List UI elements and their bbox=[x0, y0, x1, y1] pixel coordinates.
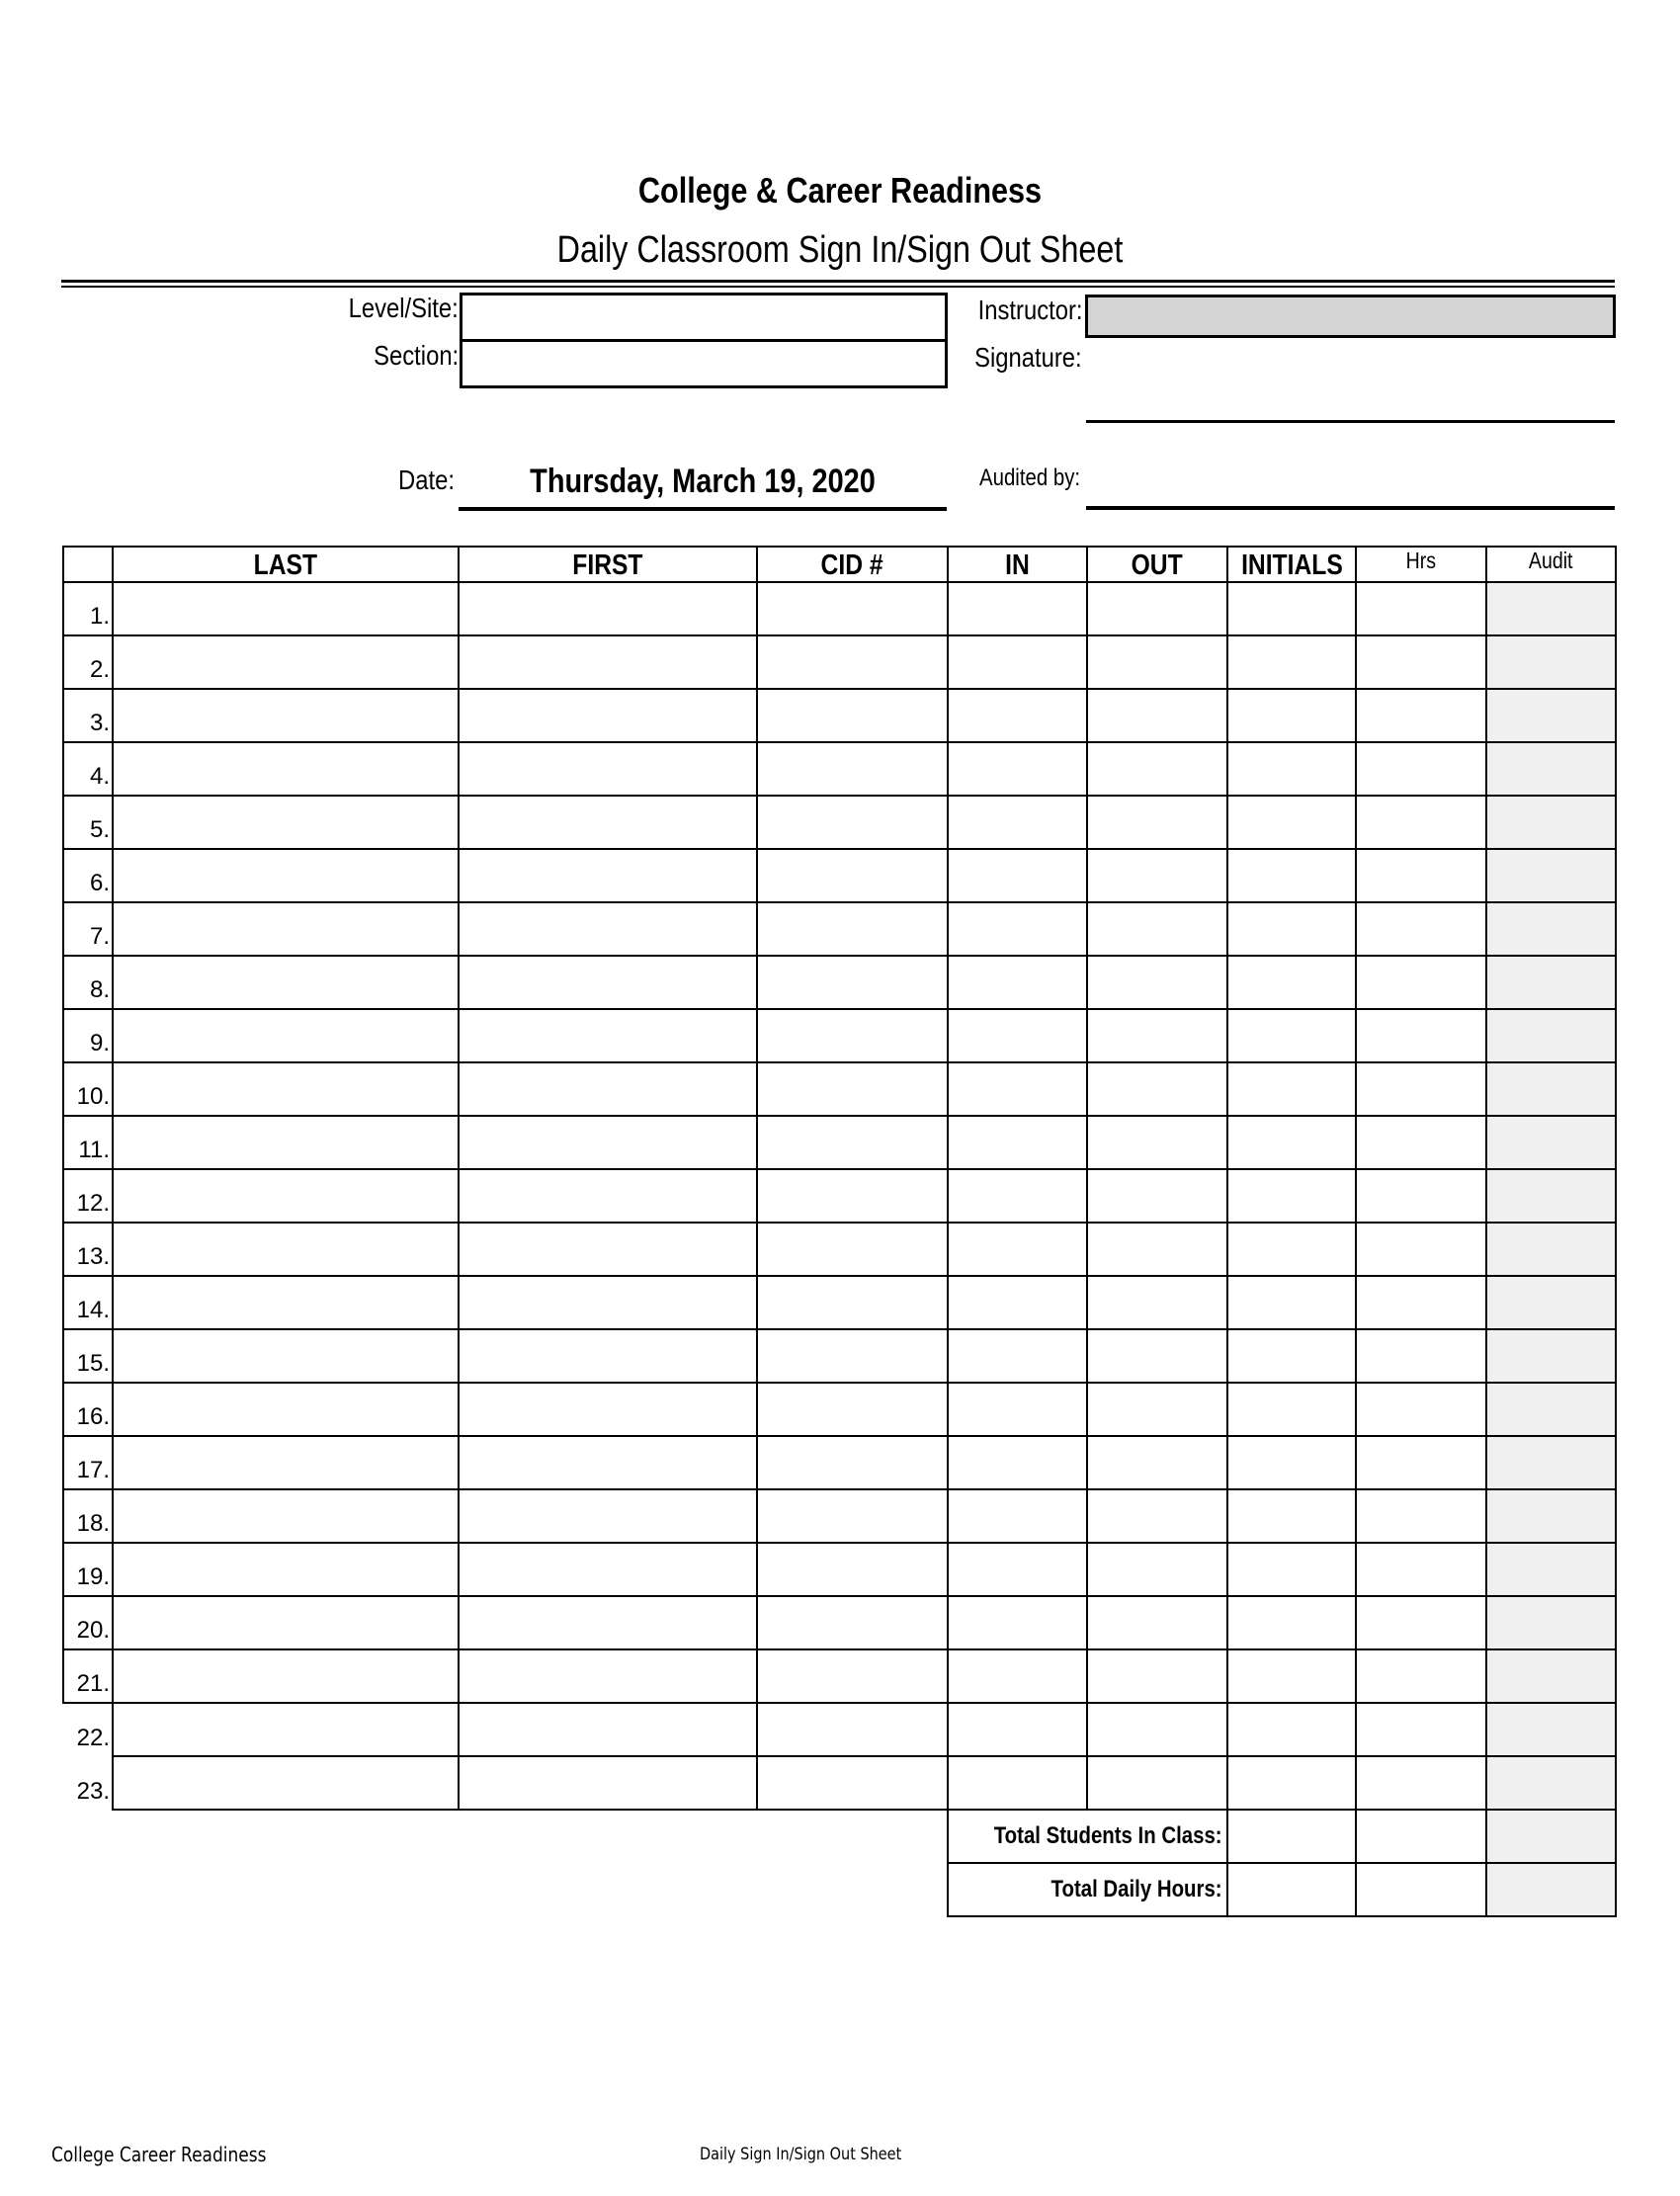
cell-hrs[interactable] bbox=[1356, 796, 1486, 849]
total-students-row bbox=[63, 1810, 1616, 1863]
table-row bbox=[63, 849, 1616, 902]
cell-first[interactable] bbox=[459, 1756, 757, 1810]
cell-first[interactable] bbox=[459, 1062, 757, 1116]
cell-out[interactable] bbox=[1087, 635, 1227, 689]
signature-label: Signature: bbox=[974, 342, 1082, 373]
cell-first[interactable] bbox=[459, 1596, 757, 1649]
cell-last[interactable] bbox=[113, 849, 459, 902]
cell-last[interactable] bbox=[113, 956, 459, 1009]
cell-initials[interactable] bbox=[1227, 849, 1356, 902]
cell-out[interactable] bbox=[1087, 1009, 1227, 1062]
cell-initials[interactable] bbox=[1227, 635, 1356, 689]
cell-initials[interactable] bbox=[1227, 1223, 1356, 1276]
row-number: 10. bbox=[63, 1062, 113, 1116]
cell-first[interactable] bbox=[459, 1276, 757, 1329]
section-label: Section: bbox=[374, 340, 459, 371]
cell-in[interactable] bbox=[948, 796, 1087, 849]
cell-in[interactable] bbox=[948, 849, 1087, 902]
cell-in[interactable] bbox=[948, 1383, 1087, 1436]
cell-hrs[interactable] bbox=[1356, 635, 1486, 689]
cell-cid[interactable] bbox=[757, 1116, 948, 1169]
cell-in[interactable] bbox=[948, 1489, 1087, 1543]
table-row bbox=[63, 582, 1616, 635]
row-number-header bbox=[63, 547, 113, 582]
row-number: 16. bbox=[63, 1383, 113, 1436]
audited-by-label: Audited by: bbox=[978, 465, 1080, 491]
total-hours-initials-cell[interactable] bbox=[1227, 1863, 1356, 1916]
cell-out[interactable] bbox=[1087, 796, 1227, 849]
cell-hrs[interactable] bbox=[1356, 1383, 1486, 1436]
cell-hrs[interactable] bbox=[1356, 1649, 1486, 1703]
cell-last[interactable] bbox=[113, 796, 459, 849]
row-number: 18. bbox=[63, 1489, 113, 1543]
cell-in[interactable] bbox=[948, 1223, 1087, 1276]
cell-in[interactable] bbox=[948, 1329, 1087, 1383]
cell-initials[interactable] bbox=[1227, 689, 1356, 742]
cell-in[interactable] bbox=[948, 1116, 1087, 1169]
row-number: 11. bbox=[63, 1116, 113, 1169]
cell-out[interactable] bbox=[1087, 582, 1227, 635]
cell-cid[interactable] bbox=[757, 1703, 948, 1756]
column-header-out: OUT bbox=[1087, 547, 1227, 582]
date-value[interactable]: Thursday, March 19, 2020 bbox=[530, 463, 876, 500]
cell-audit[interactable] bbox=[1486, 956, 1616, 1009]
cell-cid[interactable] bbox=[757, 1436, 948, 1489]
cell-cid[interactable] bbox=[757, 1329, 948, 1383]
cell-first[interactable] bbox=[459, 902, 757, 956]
header-divider-top bbox=[61, 280, 1615, 283]
cell-first[interactable] bbox=[459, 1489, 757, 1543]
cell-first[interactable] bbox=[459, 796, 757, 849]
cell-in[interactable] bbox=[948, 635, 1087, 689]
cell-last[interactable] bbox=[113, 1489, 459, 1543]
row-number: 1. bbox=[63, 582, 113, 635]
cell-hrs[interactable] bbox=[1356, 1703, 1486, 1756]
cell-hrs[interactable] bbox=[1356, 1436, 1486, 1489]
row-number: 22. bbox=[63, 1703, 113, 1756]
cell-out[interactable] bbox=[1087, 689, 1227, 742]
cell-in[interactable] bbox=[948, 1062, 1087, 1116]
row-number: 12. bbox=[63, 1169, 113, 1223]
row-number: 5. bbox=[63, 796, 113, 849]
cell-audit[interactable] bbox=[1486, 1543, 1616, 1596]
cell-in[interactable] bbox=[948, 1756, 1087, 1810]
row-number: 14. bbox=[63, 1276, 113, 1329]
cell-last[interactable] bbox=[113, 1009, 459, 1062]
table-row bbox=[63, 1223, 1616, 1276]
cell-cid[interactable] bbox=[757, 742, 948, 796]
cell-audit[interactable] bbox=[1486, 1756, 1616, 1810]
total-students-hrs-cell[interactable] bbox=[1356, 1810, 1486, 1863]
cell-audit[interactable] bbox=[1486, 1489, 1616, 1543]
cell-last[interactable] bbox=[113, 582, 459, 635]
cell-last[interactable] bbox=[113, 635, 459, 689]
row-number: 13. bbox=[63, 1223, 113, 1276]
cell-hrs[interactable] bbox=[1356, 1009, 1486, 1062]
cell-cid[interactable] bbox=[757, 1489, 948, 1543]
cell-in[interactable] bbox=[948, 1276, 1087, 1329]
audited-by-line[interactable] bbox=[1086, 506, 1615, 510]
cell-first[interactable] bbox=[459, 1116, 757, 1169]
cell-audit[interactable] bbox=[1486, 1703, 1616, 1756]
cell-hrs[interactable] bbox=[1356, 849, 1486, 902]
cell-audit[interactable] bbox=[1486, 1649, 1616, 1703]
cell-initials[interactable] bbox=[1227, 1062, 1356, 1116]
cell-cid[interactable] bbox=[757, 1223, 948, 1276]
cell-out[interactable] bbox=[1087, 1276, 1227, 1329]
cell-last[interactable] bbox=[113, 1543, 459, 1596]
cell-initials[interactable] bbox=[1227, 1276, 1356, 1329]
cell-cid[interactable] bbox=[757, 1062, 948, 1116]
row-number: 2. bbox=[63, 635, 113, 689]
cell-cid[interactable] bbox=[757, 1543, 948, 1596]
cell-out[interactable] bbox=[1087, 1649, 1227, 1703]
cell-out[interactable] bbox=[1087, 849, 1227, 902]
cell-audit[interactable] bbox=[1486, 1062, 1616, 1116]
cell-initials[interactable] bbox=[1227, 1116, 1356, 1169]
cell-in[interactable] bbox=[948, 689, 1087, 742]
cell-initials[interactable] bbox=[1227, 796, 1356, 849]
cell-audit[interactable] bbox=[1486, 1276, 1616, 1329]
instructor-label: Instructor: bbox=[977, 295, 1082, 325]
cell-in[interactable] bbox=[948, 1543, 1087, 1596]
cell-first[interactable] bbox=[459, 1223, 757, 1276]
cell-audit[interactable] bbox=[1486, 1436, 1616, 1489]
total-hours-row bbox=[63, 1863, 1616, 1916]
cell-audit[interactable] bbox=[1486, 635, 1616, 689]
cell-in[interactable] bbox=[948, 1009, 1087, 1062]
total-students-initials-cell[interactable] bbox=[1227, 1810, 1356, 1863]
column-header-in: IN bbox=[948, 547, 1087, 582]
table-row bbox=[63, 1649, 1616, 1703]
total-students-audit-cell[interactable] bbox=[1486, 1810, 1616, 1863]
cell-hrs[interactable] bbox=[1356, 1543, 1486, 1596]
row-number: 7. bbox=[63, 902, 113, 956]
cell-audit[interactable] bbox=[1486, 1329, 1616, 1383]
table-header-row bbox=[63, 547, 1616, 582]
cell-out[interactable] bbox=[1087, 1169, 1227, 1223]
cell-out[interactable] bbox=[1087, 902, 1227, 956]
column-header-first: FIRST bbox=[459, 547, 757, 582]
row-number: 21. bbox=[63, 1649, 113, 1703]
cell-out[interactable] bbox=[1087, 1436, 1227, 1489]
cell-initials[interactable] bbox=[1227, 956, 1356, 1009]
section-field[interactable] bbox=[460, 339, 948, 388]
cell-first[interactable] bbox=[459, 1329, 757, 1383]
table-row bbox=[63, 1436, 1616, 1489]
cell-first[interactable] bbox=[459, 1383, 757, 1436]
cell-initials[interactable] bbox=[1227, 1009, 1356, 1062]
cell-hrs[interactable] bbox=[1356, 1756, 1486, 1810]
cell-cid[interactable] bbox=[757, 956, 948, 1009]
cell-first[interactable] bbox=[459, 1649, 757, 1703]
cell-out[interactable] bbox=[1087, 1223, 1227, 1276]
cell-hrs[interactable] bbox=[1356, 1596, 1486, 1649]
cell-last[interactable] bbox=[113, 1116, 459, 1169]
cell-initials[interactable] bbox=[1227, 1543, 1356, 1596]
table-row bbox=[63, 902, 1616, 956]
cell-last[interactable] bbox=[113, 689, 459, 742]
cell-hrs[interactable] bbox=[1356, 1223, 1486, 1276]
sign-in-table bbox=[62, 546, 1617, 1917]
table-row bbox=[63, 689, 1616, 742]
table-row bbox=[63, 956, 1616, 1009]
cell-cid[interactable] bbox=[757, 1756, 948, 1810]
table-row bbox=[63, 796, 1616, 849]
instructor-field[interactable] bbox=[1085, 295, 1616, 338]
row-number: 19. bbox=[63, 1543, 113, 1596]
level-site-field[interactable] bbox=[460, 293, 948, 342]
table-row bbox=[63, 1009, 1616, 1062]
cell-hrs[interactable] bbox=[1356, 582, 1486, 635]
cell-out[interactable] bbox=[1087, 1756, 1227, 1810]
cell-first[interactable] bbox=[459, 849, 757, 902]
column-header-initials: INITIALS bbox=[1227, 547, 1356, 582]
totals-spacer bbox=[63, 1863, 948, 1916]
cell-hrs[interactable] bbox=[1356, 1062, 1486, 1116]
totals-spacer bbox=[63, 1810, 948, 1863]
table-row bbox=[63, 1169, 1616, 1223]
table-row bbox=[63, 742, 1616, 796]
cell-audit[interactable] bbox=[1486, 1169, 1616, 1223]
cell-hrs[interactable] bbox=[1356, 1489, 1486, 1543]
column-header-cid: CID # bbox=[757, 547, 948, 582]
cell-cid[interactable] bbox=[757, 1009, 948, 1062]
cell-last[interactable] bbox=[113, 1436, 459, 1489]
row-number: 23. bbox=[63, 1756, 113, 1810]
table-row bbox=[63, 1383, 1616, 1436]
cell-out[interactable] bbox=[1087, 1489, 1227, 1543]
cell-first[interactable] bbox=[459, 1436, 757, 1489]
row-number: 6. bbox=[63, 849, 113, 902]
cell-last[interactable] bbox=[113, 742, 459, 796]
cell-cid[interactable] bbox=[757, 1383, 948, 1436]
column-header-hrs: Hrs bbox=[1356, 547, 1486, 582]
cell-out[interactable] bbox=[1087, 1329, 1227, 1383]
cell-last[interactable] bbox=[113, 1062, 459, 1116]
cell-initials[interactable] bbox=[1227, 1703, 1356, 1756]
row-number: 8. bbox=[63, 956, 113, 1009]
total-hours-label: Total Daily Hours: bbox=[948, 1863, 1227, 1916]
table-row bbox=[63, 1489, 1616, 1543]
cell-initials[interactable] bbox=[1227, 1649, 1356, 1703]
cell-cid[interactable] bbox=[757, 1649, 948, 1703]
row-number: 3. bbox=[63, 689, 113, 742]
cell-first[interactable] bbox=[459, 1169, 757, 1223]
cell-audit[interactable] bbox=[1486, 1223, 1616, 1276]
cell-audit[interactable] bbox=[1486, 1116, 1616, 1169]
table-row bbox=[63, 1703, 1616, 1756]
cell-hrs[interactable] bbox=[1356, 1329, 1486, 1383]
total-students-label: Total Students In Class: bbox=[948, 1810, 1227, 1863]
signature-line[interactable] bbox=[1086, 420, 1615, 423]
cell-last[interactable] bbox=[113, 1756, 459, 1810]
date-underline bbox=[459, 507, 947, 511]
row-number: 17. bbox=[63, 1436, 113, 1489]
cell-initials[interactable] bbox=[1227, 582, 1356, 635]
cell-in[interactable] bbox=[948, 582, 1087, 635]
cell-audit[interactable] bbox=[1486, 582, 1616, 635]
total-hours-audit-cell[interactable] bbox=[1486, 1863, 1616, 1916]
table-row bbox=[63, 1276, 1616, 1329]
cell-first[interactable] bbox=[459, 635, 757, 689]
row-number: 9. bbox=[63, 1009, 113, 1062]
cell-last[interactable] bbox=[113, 1596, 459, 1649]
cell-first[interactable] bbox=[459, 1009, 757, 1062]
cell-initials[interactable] bbox=[1227, 1489, 1356, 1543]
cell-initials[interactable] bbox=[1227, 1329, 1356, 1383]
cell-in[interactable] bbox=[948, 1649, 1087, 1703]
cell-in[interactable] bbox=[948, 1703, 1087, 1756]
page-title: College & Career Readiness bbox=[637, 170, 1043, 211]
cell-out[interactable] bbox=[1087, 1383, 1227, 1436]
cell-last[interactable] bbox=[113, 1223, 459, 1276]
cell-hrs[interactable] bbox=[1356, 1116, 1486, 1169]
cell-first[interactable] bbox=[459, 582, 757, 635]
cell-hrs[interactable] bbox=[1356, 689, 1486, 742]
cell-audit[interactable] bbox=[1486, 796, 1616, 849]
row-number: 20. bbox=[63, 1596, 113, 1649]
cell-initials[interactable] bbox=[1227, 902, 1356, 956]
cell-audit[interactable] bbox=[1486, 1596, 1616, 1649]
cell-first[interactable] bbox=[459, 1703, 757, 1756]
cell-in[interactable] bbox=[948, 1596, 1087, 1649]
table-row bbox=[63, 1543, 1616, 1596]
footer-center: Daily Sign In/Sign Out Sheet bbox=[700, 2145, 902, 2164]
cell-initials[interactable] bbox=[1227, 742, 1356, 796]
cell-cid[interactable] bbox=[757, 1276, 948, 1329]
cell-first[interactable] bbox=[459, 742, 757, 796]
cell-initials[interactable] bbox=[1227, 1436, 1356, 1489]
column-header-last: LAST bbox=[113, 547, 459, 582]
cell-last[interactable] bbox=[113, 1276, 459, 1329]
cell-hrs[interactable] bbox=[1356, 1169, 1486, 1223]
cell-last[interactable] bbox=[113, 1383, 459, 1436]
cell-initials[interactable] bbox=[1227, 1169, 1356, 1223]
cell-out[interactable] bbox=[1087, 956, 1227, 1009]
cell-first[interactable] bbox=[459, 1543, 757, 1596]
column-header-audit: Audit bbox=[1486, 547, 1616, 582]
cell-in[interactable] bbox=[948, 742, 1087, 796]
table-row bbox=[63, 1596, 1616, 1649]
cell-out[interactable] bbox=[1087, 742, 1227, 796]
table-row bbox=[63, 635, 1616, 689]
total-hours-hrs-cell[interactable] bbox=[1356, 1863, 1486, 1916]
cell-audit[interactable] bbox=[1486, 742, 1616, 796]
row-number: 15. bbox=[63, 1329, 113, 1383]
table-row bbox=[63, 1062, 1616, 1116]
cell-cid[interactable] bbox=[757, 796, 948, 849]
cell-last[interactable] bbox=[113, 902, 459, 956]
cell-last[interactable] bbox=[113, 1703, 459, 1756]
cell-cid[interactable] bbox=[757, 635, 948, 689]
cell-cid[interactable] bbox=[757, 1169, 948, 1223]
cell-audit[interactable] bbox=[1486, 1009, 1616, 1062]
cell-out[interactable] bbox=[1087, 1596, 1227, 1649]
cell-hrs[interactable] bbox=[1356, 902, 1486, 956]
page-subtitle: Daily Classroom Sign In/Sign Out Sheet bbox=[556, 229, 1124, 271]
cell-in[interactable] bbox=[948, 902, 1087, 956]
cell-cid[interactable] bbox=[757, 849, 948, 902]
cell-out[interactable] bbox=[1087, 1703, 1227, 1756]
cell-in[interactable] bbox=[948, 1169, 1087, 1223]
cell-initials[interactable] bbox=[1227, 1756, 1356, 1810]
date-label: Date: bbox=[398, 465, 455, 495]
cell-in[interactable] bbox=[948, 956, 1087, 1009]
cell-last[interactable] bbox=[113, 1329, 459, 1383]
header-divider-bottom bbox=[61, 286, 1615, 288]
cell-audit[interactable] bbox=[1486, 849, 1616, 902]
level-site-label: Level/Site: bbox=[348, 293, 459, 323]
cell-out[interactable] bbox=[1087, 1116, 1227, 1169]
cell-initials[interactable] bbox=[1227, 1383, 1356, 1436]
cell-out[interactable] bbox=[1087, 1543, 1227, 1596]
cell-cid[interactable] bbox=[757, 582, 948, 635]
cell-cid[interactable] bbox=[757, 689, 948, 742]
cell-cid[interactable] bbox=[757, 902, 948, 956]
cell-first[interactable] bbox=[459, 689, 757, 742]
cell-audit[interactable] bbox=[1486, 902, 1616, 956]
cell-hrs[interactable] bbox=[1356, 742, 1486, 796]
cell-last[interactable] bbox=[113, 1649, 459, 1703]
cell-first[interactable] bbox=[459, 956, 757, 1009]
cell-out[interactable] bbox=[1087, 1062, 1227, 1116]
table-row bbox=[63, 1756, 1616, 1810]
row-number: 4. bbox=[63, 742, 113, 796]
table-row bbox=[63, 1116, 1616, 1169]
footer-left: College Career Readiness bbox=[51, 2143, 267, 2166]
cell-audit[interactable] bbox=[1486, 1383, 1616, 1436]
cell-initials[interactable] bbox=[1227, 1596, 1356, 1649]
cell-cid[interactable] bbox=[757, 1596, 948, 1649]
cell-hrs[interactable] bbox=[1356, 956, 1486, 1009]
cell-in[interactable] bbox=[948, 1436, 1087, 1489]
cell-audit[interactable] bbox=[1486, 689, 1616, 742]
cell-last[interactable] bbox=[113, 1169, 459, 1223]
table-row bbox=[63, 1329, 1616, 1383]
cell-hrs[interactable] bbox=[1356, 1276, 1486, 1329]
